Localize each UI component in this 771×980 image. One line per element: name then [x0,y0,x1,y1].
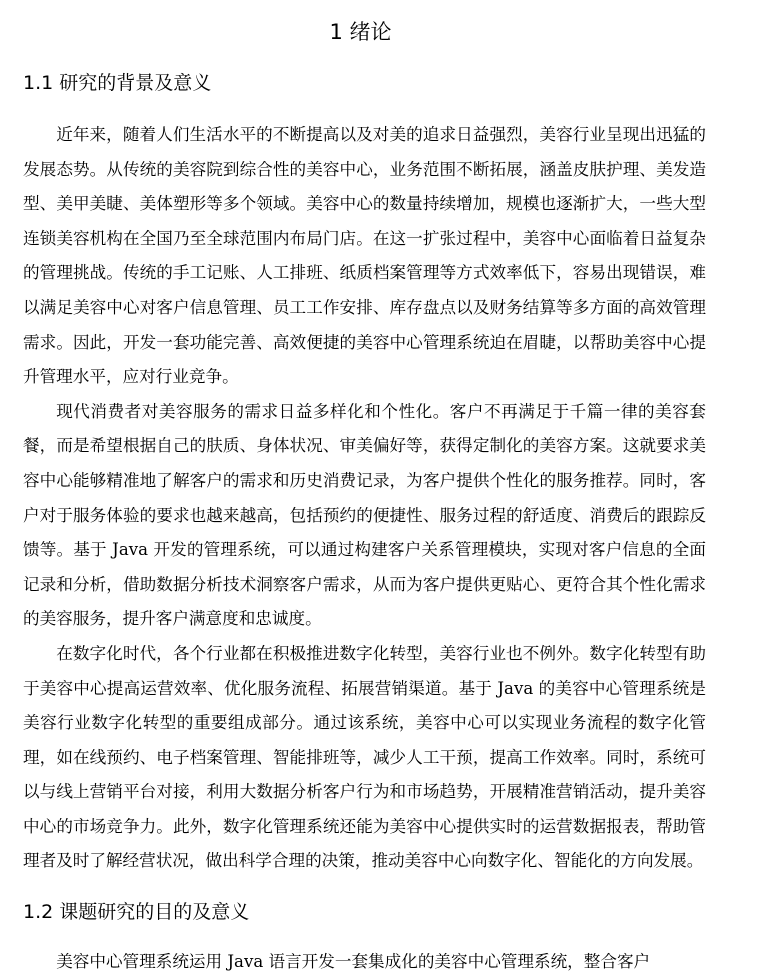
paragraph: 在数字化时代，各个行业都在积极推进数字化转型，美容行业也不例外。数字化转型有助于美容中心提高运营效率、优化服务流程、拓展营销渠道。基于 Java 的美容中心管理系统是美容行业数字化转型的重要组成部分。通过该系统，美容中心可以实现业务流程的数字化管理，如在线预约、电子档案管理、智能排班等，减少人工干预，提高工作效率。同时，系统可以与线上营销平台对接，利用大数据分析客户行为和市场趋势，开展精准营销活动，提升美容中心的市场竞争力。此外，数字化管理系统还能为美容中心提供实时的运营数据报表，帮助管理者及时了解经营状况，做出科学合理的决策，推动美容中心向数字化、智能化的方向发展。 [23,643,706,871]
section-heading-1-2: 1.2 课题研究的目的及意义 [23,901,250,923]
section-1-1-body [23,118,706,879]
section-1-2-body [23,945,706,980]
paragraph: 美容中心管理系统运用 Java 语言开发一套集成化的美容中心管理系统，整合客户 [56,952,651,971]
section-heading-1-1: 1.1 研究的背景及意义 [23,72,212,94]
paragraph: 现代消费者对美容服务的需求日益多样化和个性化。客户不再满足于千篇一律的美容套餐，而是希望根据自己的肤质、身体状况、审美偏好等，获得定制化的美容方案。这就要求美容中心能够精准地了解客户的需求和历史消费记录，为客户提供个性化的服务推荐。同时，客户对于服务体验的要求也越来越高，包括预约的便捷性、服务过程的舒适度、消费后的跟踪反馈等。基于 Java 开发的管理系统，可以通过构建客户关系管理模块，实现对客户信息的全面记录和分析，借助数据分析技术洞察客户需求，从而为客户提供更贴心、更符合其个性化需求的美容服务，提升客户满意度和忠诚度。 [23,401,706,629]
chapter-title: 1 绪论 [329,20,392,44]
paragraph: 近年来，随着人们生活水平的不断提高以及对美的追求日益强烈，美容行业呈现出迅猛的发展态势。从传统的美容院到综合性的美容中心，业务范围不断拓展，涵盖皮肤护理、美发造型、美甲美睫、美体塑形等多个领域。美容中心的数量持续增加，规模也逐渐扩大，一些大型连锁美容机构在全国乃至全球范围内布局门店。在这一扩张过程中，美容中心面临着日益复杂的管理挑战。传统的手工记账、人工排班、纸质档案管理等方式效率低下，容易出现错误，难以满足美容中心对客户信息管理、员工工作安排、库存盘点以及财务结算等多方面的高效管理需求。因此，开发一套功能完善、高效便捷的美容中心管理系统迫在眉睫，以帮助美容中心提升管理水平，应对行业竞争。 [23,125,706,387]
